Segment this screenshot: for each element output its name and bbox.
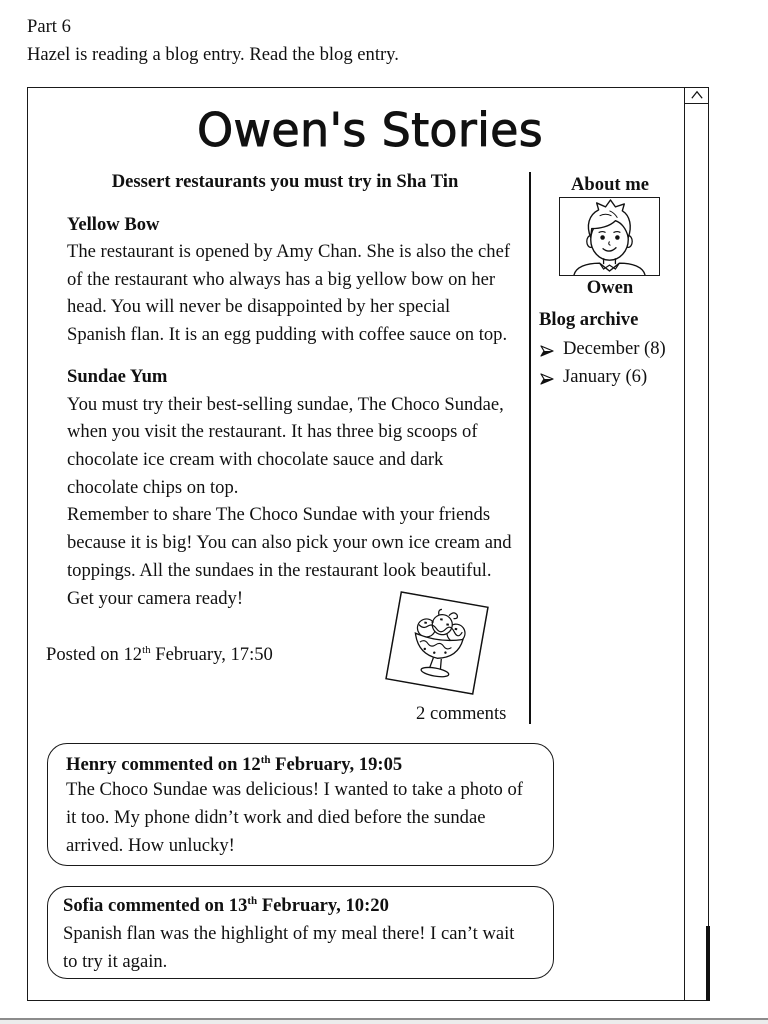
post-heading: Dessert restaurants you must try in Sha Tin bbox=[111, 171, 459, 192]
blog-title: Owen's Stories bbox=[196, 103, 544, 157]
chevron-up-icon bbox=[685, 87, 709, 103]
part-label: Part 6 bbox=[27, 16, 71, 37]
comment-line: it too. My phone didn’t work and died before the sundae bbox=[66, 807, 486, 828]
comment-line: Spanish flan was the highlight of my meal there! I can’t wait bbox=[63, 923, 515, 944]
author-name: Owen bbox=[586, 277, 634, 298]
post-timestamp-suffix: February, 17:50 bbox=[150, 644, 273, 665]
instruction-text: Hazel is reading a blog entry. Read the blog entry. bbox=[27, 44, 399, 65]
comment-header-prefix: Sofia commented on 13 bbox=[63, 895, 248, 916]
comments-link[interactable]: 2 comments bbox=[416, 703, 507, 724]
scrollbar[interactable] bbox=[684, 87, 709, 1001]
section-title-yellow-bow: Yellow Bow bbox=[67, 214, 160, 235]
scrollbar-edge bbox=[706, 926, 710, 1001]
arrowhead-bullet-icon bbox=[540, 345, 554, 357]
post-line: The restaurant is opened by Amy Chan. She is also the chef bbox=[67, 241, 511, 262]
post-line: You must try their best-selling sundae, The Choco Sundae, bbox=[67, 394, 504, 415]
post-line: Get your camera ready! bbox=[67, 588, 244, 609]
comment-header-ordinal: th bbox=[260, 754, 271, 766]
post-line: Remember to share The Choco Sundae with your friends bbox=[67, 504, 491, 525]
post-line: toppings. All the sundaes in the restaurant look beautiful. bbox=[67, 560, 492, 581]
post-line: head. You will never be disappointed by her special bbox=[67, 296, 451, 317]
arrowhead-bullet-icon bbox=[540, 373, 554, 385]
comment-header-ordinal: th bbox=[247, 895, 258, 907]
comment-header bbox=[66, 754, 402, 776]
about-me-heading: About me bbox=[571, 174, 649, 195]
comment-line: to try it again. bbox=[63, 951, 168, 972]
author-avatar bbox=[559, 197, 660, 276]
archive-item-december[interactable] bbox=[539, 338, 679, 360]
comment-card bbox=[47, 743, 554, 866]
post-timestamp-prefix: Posted on 12 bbox=[46, 644, 143, 665]
comment-line: arrived. How unlucky! bbox=[66, 835, 235, 856]
post-line: Spanish flan. It is an egg pudding with coffee sauce on top. bbox=[67, 324, 508, 345]
comment-header-prefix: Henry commented on 12 bbox=[66, 754, 261, 775]
post-line: because it is big! You can also pick your own ice cream and bbox=[67, 532, 512, 553]
post-timestamp bbox=[46, 644, 273, 666]
post-line: chocolate chips on top. bbox=[67, 477, 239, 498]
archive-item-label: January (6) bbox=[563, 366, 648, 387]
post-timestamp-ordinal: th bbox=[142, 644, 151, 656]
scroll-up-button[interactable] bbox=[684, 87, 709, 104]
archive-item-january[interactable] bbox=[539, 366, 679, 388]
post-line: of the restaurant who always has a big yellow bow on her bbox=[67, 269, 496, 290]
comment-line: The Choco Sundae was delicious! I wanted to take a photo of bbox=[66, 779, 523, 800]
sundae-illustration bbox=[385, 591, 489, 695]
comment-header-suffix: February, 19:05 bbox=[270, 754, 403, 775]
section-title-sundae-yum: Sundae Yum bbox=[67, 366, 168, 387]
page-edge bbox=[0, 1018, 768, 1024]
post-line: chocolate ice cream with chocolate sauce and dark bbox=[67, 449, 444, 470]
column-divider bbox=[529, 172, 531, 724]
comment-card bbox=[47, 886, 554, 979]
post-line: when you visit the restaurant. It has three big scoops of bbox=[67, 421, 478, 442]
blog-archive-heading: Blog archive bbox=[539, 309, 639, 330]
comment-header-suffix: February, 10:20 bbox=[257, 895, 389, 916]
archive-item-label: December (8) bbox=[563, 338, 666, 359]
comment-header bbox=[63, 895, 389, 917]
